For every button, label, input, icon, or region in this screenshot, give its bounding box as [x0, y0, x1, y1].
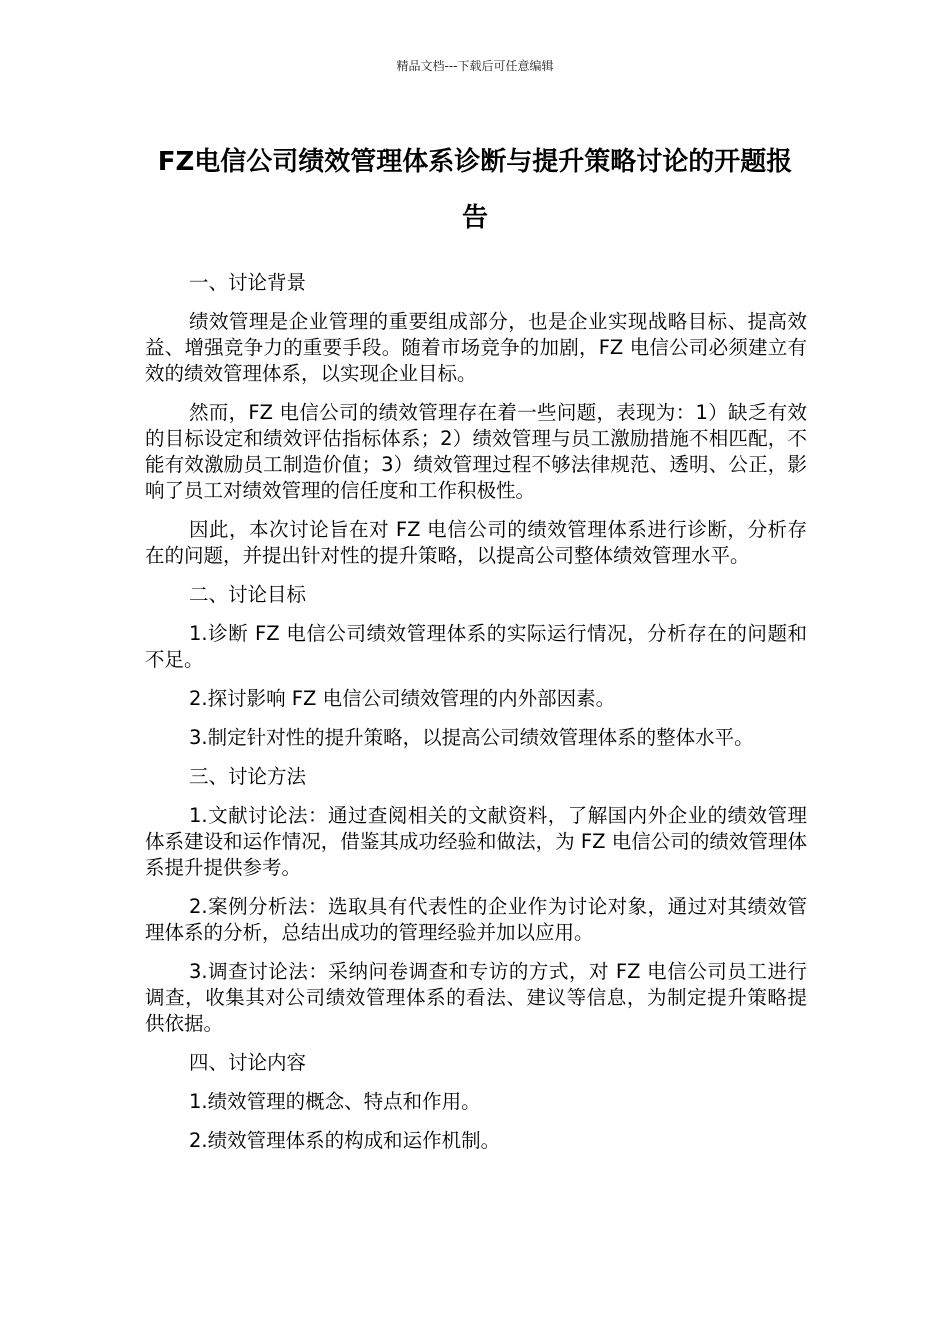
list-paragraph: 2.探讨影响 FZ 电信公司绩效管理的内外部因素。 — [189, 687, 616, 710]
list-paragraph: 1.文献讨论法：通过查阅相关的文献资料，了解国内外企业的绩效管理体系建设和运作情况，借鉴其成功经验和做法，为 FZ 电信公司的绩效管理体系提升提供参考。 — [145, 804, 807, 879]
section-methods — [145, 764, 807, 1037]
section-goals — [145, 582, 807, 751]
section-content — [145, 1050, 807, 1154]
section-heading: 三、讨论方法 — [189, 765, 307, 788]
page-header-note: 精品文档---下载后可任意编辑 — [396, 59, 554, 73]
section-heading: 一、讨论背景 — [189, 271, 307, 294]
body-paragraph: 绩效管理是企业管理的重要组成部分，也是企业实现战略目标、提高效益、增强竞争力的重要手段。随着市场竞争的加剧，FZ 电信公司必须建立有效的绩效管理体系，以实现企业目标。 — [145, 310, 807, 385]
list-paragraph: 2.绩效管理体系的构成和运作机制。 — [189, 1129, 501, 1152]
body-paragraph: 然而，FZ 电信公司的绩效管理存在着一些问题，表现为：1）缺乏有效的目标设定和绩效评估指标体系；2）绩效管理与员工激励措施不相匹配，不能有效激励员工制造价值；3）绩效管理过程不够法律规范、透明、公正，影响了员工对绩效管理的信任度和工作积极性。 — [145, 401, 807, 502]
list-paragraph: 3.调查讨论法：采纳问卷调查和专访的方式，对 FZ 电信公司员工进行调查，收集其对公司绩效管理体系的看法、建议等信息，为制定提升策略提供依据。 — [145, 960, 807, 1035]
list-paragraph: 3.制定针对性的提升策略，以提高公司绩效管理体系的整体水平。 — [189, 726, 754, 749]
list-paragraph: 1.绩效管理的概念、特点和作用。 — [189, 1090, 481, 1113]
list-paragraph: 1.诊断 FZ 电信公司绩效管理体系的实际运行情况，分析存在的问题和不足。 — [145, 622, 807, 671]
document-title: FZ电信公司绩效管理体系诊断与提升策略讨论的开题报告 — [157, 147, 793, 233]
body-paragraph: 因此，本次讨论旨在对 FZ 电信公司的绩效管理体系进行诊断，分析存在的问题，并提出针对性的提升策略，以提高公司整体绩效管理水平。 — [145, 518, 807, 567]
list-paragraph: 2.案例分析法：选取具有代表性的企业作为讨论对象，通过对其绩效管理体系的分析，总结出成功的管理经验并加以应用。 — [145, 895, 807, 944]
section-background — [145, 270, 807, 569]
section-heading: 二、讨论目标 — [189, 583, 307, 606]
section-heading: 四、讨论内容 — [189, 1051, 307, 1074]
document-body — [145, 270, 807, 1167]
